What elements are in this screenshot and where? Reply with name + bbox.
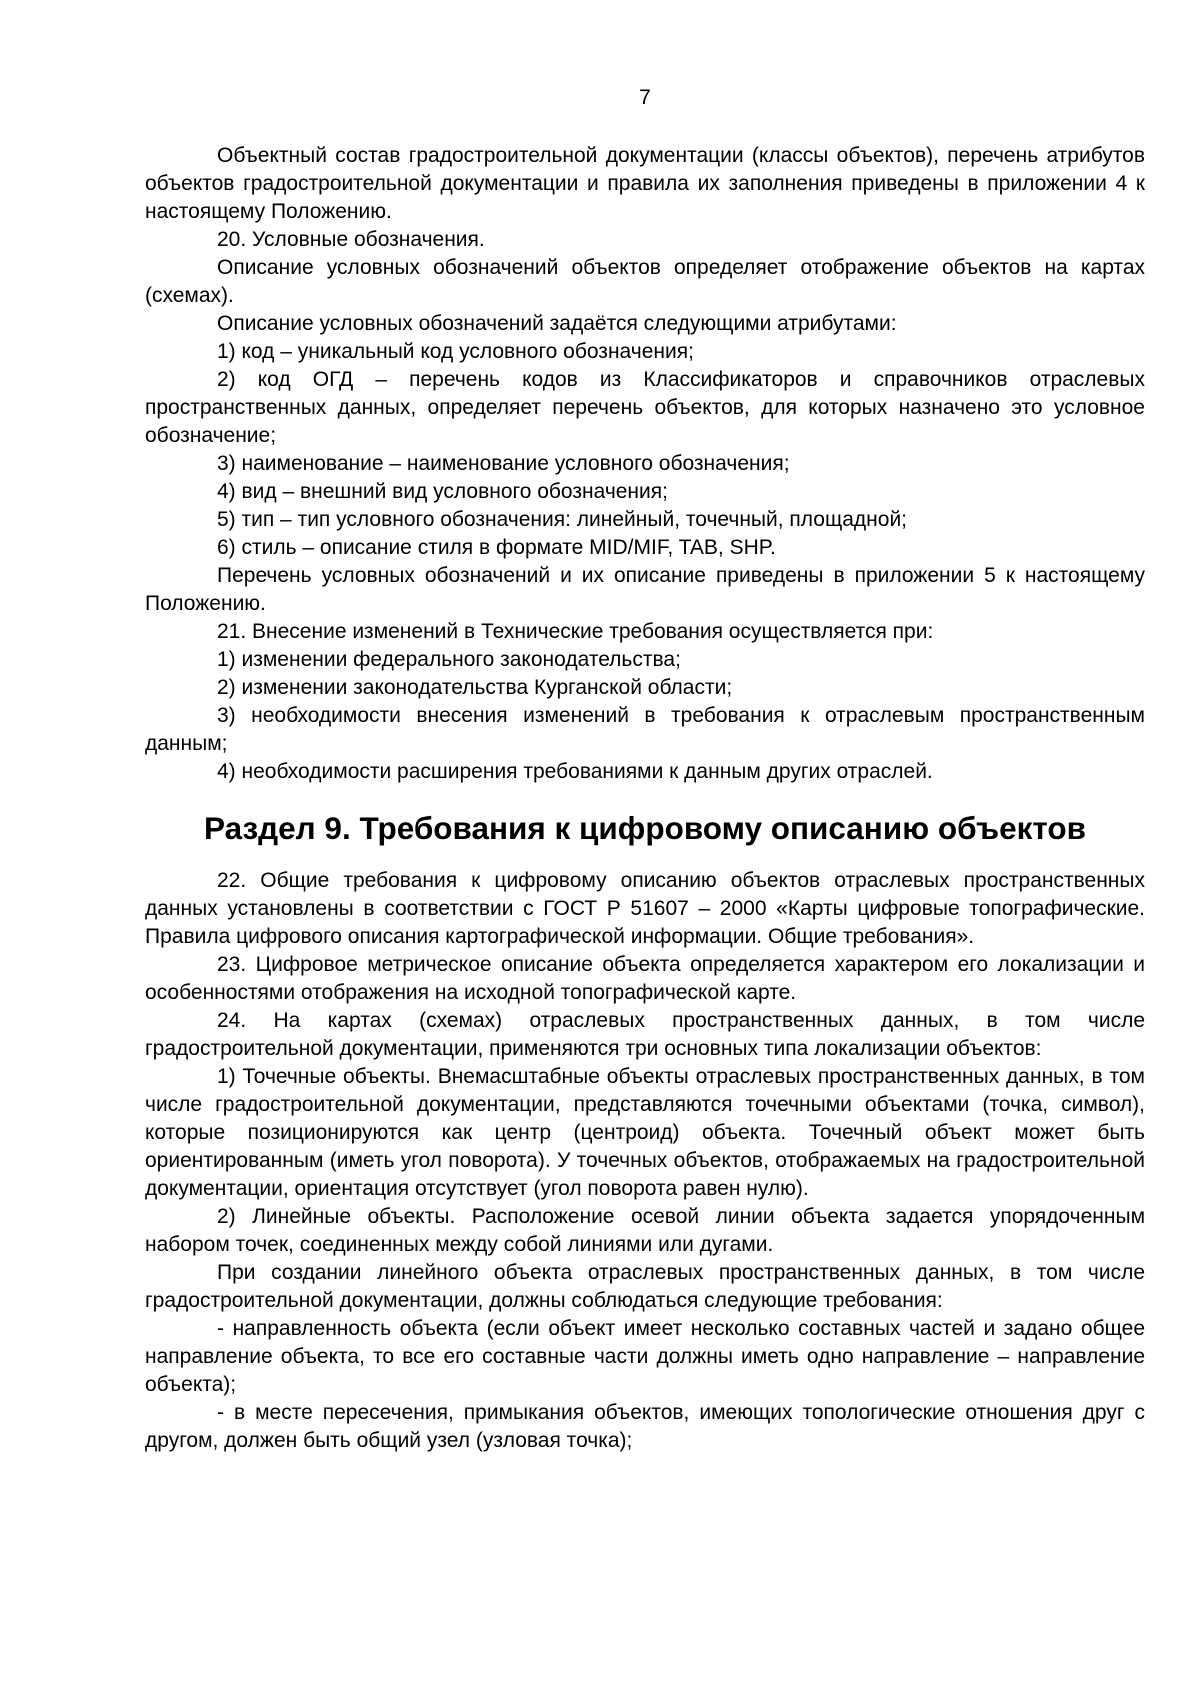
list-item: 2) код ОГД – перечень кодов из Классификаторов и справочников отраслевых пространственных данных, определяет перечень объектов, для которых назначено это условное обозначение;: [145, 368, 1145, 447]
list-item: 1) Точечные объекты. Внемасштабные объекты отраслевых пространственных данных, в том числе градостроительной документации, представляются точечными объектами (точка, символ), которые позиционируются как центр (центроид) объекта. Точечный объект может быть ориентированным (иметь угол поворота). У точечных объектов, отображаемых на градостроительной документации, ориентация отсутствует (угол поворота равен нулю).: [145, 1065, 1145, 1200]
list-item: 5) тип – тип условного обозначения: линейный, точечный, площадной;: [217, 508, 908, 531]
document-page: [145, 84, 1145, 1455]
section-heading: Раздел 9. Требования к цифровому описанию объектов: [204, 810, 1086, 846]
list-item: 1) изменении федерального законодательства;: [217, 648, 681, 671]
list-item: 3) наименование – наименование условного обозначения;: [217, 452, 790, 475]
list-item: 4) необходимости расширения требованиями к данным других отраслей.: [217, 760, 933, 783]
list-item: - в месте пересечения, примыкания объектов, имеющих топологические отношения друг с другом, должен быть общий узел (узловая точка);: [145, 1401, 1145, 1452]
list-item: - направленность объекта (если объект имеет несколько составных частей и задано общее направление объекта, то все его составные части должны иметь одно направление – направление объекта);: [145, 1317, 1145, 1396]
paragraph: 20. Условные обозначения.: [217, 228, 485, 251]
paragraph: 23. Цифровое метрическое описание объекта определяется характером его локализации и особенностями отображения на исходной топографической карте.: [145, 953, 1145, 1004]
list-item: 2) Линейные объекты. Расположение осевой линии объекта задается упорядоченным набором точек, соединенных между собой линиями или дугами.: [145, 1205, 1145, 1256]
list-item: 3) необходимости внесения изменений в требования к отраслевым пространственным данным;: [145, 704, 1145, 755]
paragraph: Описание условных обозначений задаётся следующими атрибутами:: [217, 312, 897, 335]
list-item: 2) изменении законодательства Курганской области;: [217, 676, 733, 699]
paragraph: 22. Общие требования к цифровому описанию объектов отраслевых пространственных данных установлены в соответствии с ГОСТ Р 51607 – 2000 «Карты цифровые топографические. Правила цифрового описания картографической информации. Общие требования».: [145, 869, 1145, 948]
page-number: 7: [639, 86, 651, 109]
paragraph: При создании линейного объекта отраслевых пространственных данных, в том числе градостроительной документации, должны соблюдаться следующие требования:: [145, 1261, 1145, 1312]
paragraph: Перечень условных обозначений и их описание приведены в приложении 5 к настоящему Положению.: [145, 564, 1145, 615]
list-item: 1) код – уникальный код условного обозначения;: [217, 340, 694, 363]
paragraph: Объектный состав градостроительной документации (классы объектов), перечень атрибутов объектов градостроительной документации и правила их заполнения приведены в приложении 4 к настоящему Положению.: [145, 144, 1145, 223]
list-item: 6) стиль – описание стиля в формате MID/MIF, TAB, SHP.: [217, 536, 776, 559]
list-item: 4) вид – внешний вид условного обозначения;: [217, 480, 668, 503]
paragraph: Описание условных обозначений объектов определяет отображение объектов на картах (схемах).: [145, 256, 1145, 307]
paragraph: 21. Внесение изменений в Технические требования осуществляется при:: [217, 620, 934, 643]
paragraph: 24. На картах (схемах) отраслевых пространственных данных, в том числе градостроительной документации, применяются три основных типа локализации объектов:: [145, 1009, 1145, 1060]
